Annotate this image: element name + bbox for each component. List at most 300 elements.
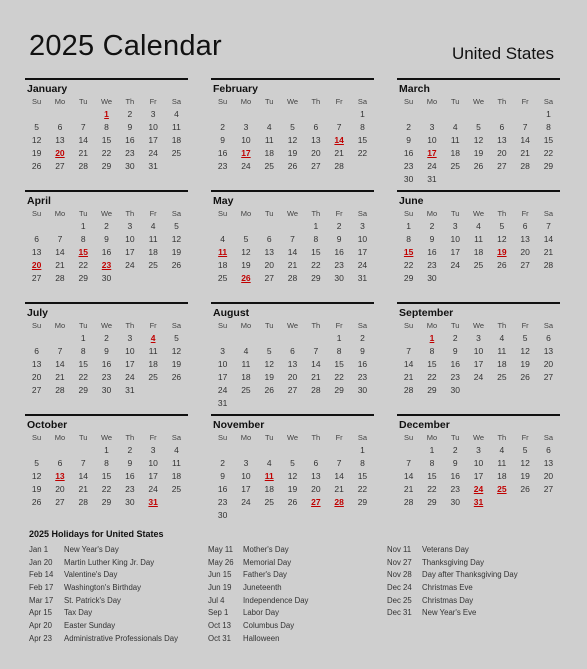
day-cell: 3 [150,109,156,119]
empty-day-cell [48,220,71,233]
holiday-entry [29,595,208,608]
day-cell: 1 [406,221,412,231]
weekday-label: Th [125,209,135,218]
day-cell: 28 [334,161,344,171]
empty-day-cell [281,220,304,233]
weekday-header [25,320,188,332]
day-cell: 6 [313,122,319,132]
week-row [211,259,374,272]
holiday-date: Dec 24 [387,583,412,593]
weekday-label: Mo [54,97,66,106]
day-cell: 3 [360,221,365,231]
week-row [25,457,188,470]
day-cell: 2 [104,333,109,343]
day-cell: 10 [217,359,228,369]
weekday-label: Mo [240,433,252,442]
day-cell: 29 [78,385,88,395]
day-cell: 17 [125,247,135,257]
empty-day-cell [72,444,95,457]
day-cell: 25 [171,484,182,494]
empty-day-cell [304,397,327,410]
day-cell: 29 [357,497,368,507]
day-cell: 14 [311,359,321,369]
day-cell: 13 [311,135,321,145]
holiday-name: Valentine's Day [64,570,118,580]
day-cell: 22 [101,148,112,158]
weekday-label: Mo [426,321,438,330]
day-cell: 8 [104,458,109,468]
day-cell: 30 [101,273,112,283]
weekday-header [211,96,374,108]
day-cell: 22 [357,148,368,158]
holiday-day-cell: 17 [427,148,437,158]
day-cell: 17 [473,471,484,481]
holiday-entry [387,544,566,557]
holiday-date: Oct 13 [208,621,231,631]
day-cell: 27 [543,484,554,494]
week-row [211,134,374,147]
holiday-name: Day after Thanksgiving Day [422,570,518,580]
weekday-label: We [286,97,299,106]
day-cell: 28 [520,161,530,171]
holiday-name: St. Patrick's Day [64,595,121,605]
week-row [211,160,374,173]
day-cell: 21 [311,372,321,382]
day-cell: 6 [499,122,505,132]
week-row [25,121,188,134]
day-cell: 27 [543,372,554,382]
empty-day-cell [490,384,513,397]
day-cell: 5 [266,346,272,356]
empty-day-cell [513,496,536,509]
holiday-day-cell: 31 [473,497,484,507]
day-cell: 19 [31,484,42,494]
weekday-label: Mo [240,209,252,218]
day-cell: 5 [243,234,249,244]
week-row [211,108,374,121]
day-cell: 9 [104,346,109,356]
month-name: July [27,307,49,319]
day-cell: 5 [290,122,295,132]
empty-day-cell [281,332,304,345]
weekday-label: Th [125,97,135,106]
day-cell: 26 [31,161,42,171]
day-cell: 9 [429,234,435,244]
day-cell: 27 [55,497,65,507]
week-row [25,134,188,147]
day-cell: 3 [220,346,226,356]
day-cell: 17 [125,359,135,369]
empty-day-cell [327,509,350,522]
empty-day-cell [420,108,443,121]
day-cell: 26 [473,161,484,171]
weekday-label: Tu [79,209,88,218]
day-cell: 28 [403,497,414,507]
day-cell: 7 [80,122,86,132]
day-cell: 19 [241,260,251,270]
day-cell: 29 [78,273,88,283]
empty-day-cell [211,444,234,457]
day-cell: 11 [497,458,507,468]
week-row [211,397,374,410]
holiday-day-cell: 20 [31,260,42,270]
empty-day-cell [234,444,257,457]
day-cell: 1 [80,333,86,343]
day-cell: 12 [520,458,530,468]
week-row [25,384,188,397]
holiday-date: Dec 31 [387,608,412,618]
day-cell: 24 [217,385,228,395]
day-cell: 27 [55,161,65,171]
empty-day-cell [304,108,327,121]
empty-day-cell [258,397,281,410]
empty-day-cell [211,220,234,233]
day-cell: 1 [104,445,109,455]
empty-day-cell [397,444,420,457]
day-cell: 20 [543,359,554,369]
holiday-day-cell: 15 [78,247,88,257]
holiday-day-cell: 11 [264,471,274,481]
day-cell: 1 [360,109,365,119]
holiday-entry [387,582,566,595]
day-cell: 16 [403,148,414,158]
weekday-label: Mo [54,433,66,442]
day-cell: 6 [266,234,272,244]
holiday-day-cell: 24 [473,484,484,494]
day-cell: 19 [520,471,530,481]
day-cell: 22 [78,260,88,270]
week-row [25,496,188,509]
empty-day-cell [48,332,71,345]
holiday-day-cell: 26 [241,273,251,283]
holiday-entry [29,633,208,646]
day-cell: 5 [476,122,481,132]
month-october [25,414,188,516]
weekday-label: Mo [426,209,438,218]
day-cell: 23 [450,372,460,382]
week-row [397,160,560,173]
weekday-label: Fr [149,97,157,106]
day-cell: 16 [125,135,135,145]
holiday-name: Father's Day [243,570,287,580]
day-cell: 12 [520,346,530,356]
day-cell: 19 [264,372,274,382]
day-cell: 3 [429,122,435,132]
day-cell: 24 [427,161,437,171]
day-cell: 5 [290,458,295,468]
day-cell: 10 [148,458,158,468]
day-cell: 13 [287,359,298,369]
day-cell: 12 [171,234,182,244]
day-cell: 29 [427,385,437,395]
empty-day-cell [118,272,141,285]
day-cell: 4 [174,109,179,119]
day-cell: 25 [148,372,158,382]
day-cell: 29 [334,385,344,395]
day-cell: 19 [287,484,298,494]
day-cell: 22 [427,372,437,382]
day-cell: 13 [31,247,42,257]
day-cell: 27 [264,273,274,283]
weekday-label: Mo [54,321,66,330]
day-cell: 14 [520,135,530,145]
empty-day-cell [351,509,374,522]
day-cell: 19 [171,359,182,369]
week-row [397,134,560,147]
week-row [25,233,188,246]
holiday-day-cell: 19 [497,247,507,257]
day-cell: 16 [450,359,460,369]
day-cell: 26 [31,497,42,507]
day-cell: 3 [150,445,156,455]
weekday-header [25,96,188,108]
day-cell: 14 [543,234,554,244]
month-name: February [213,83,258,95]
month-name: March [399,83,430,95]
month-name: April [27,195,51,207]
month-june [397,190,560,292]
holiday-date: Apr 23 [29,633,52,643]
day-cell: 28 [55,385,65,395]
week-row [397,384,560,397]
weekday-label: Th [311,433,321,442]
weekday-label: Sa [543,433,554,442]
day-cell: 7 [406,458,412,468]
holiday-date: Jul 4 [208,595,225,605]
week-row [211,470,374,483]
day-cell: 6 [546,445,551,455]
day-cell: 30 [334,273,344,283]
week-row [397,233,560,246]
day-cell: 16 [357,359,368,369]
day-cell: 15 [334,359,344,369]
weekday-label: We [286,433,299,442]
weekday-label: Th [497,321,507,330]
day-cell: 25 [450,161,460,171]
weekday-label: Sa [171,97,182,106]
page-title: 2025 Calendar [29,30,222,62]
weekday-label: Mo [240,97,252,106]
day-cell: 15 [357,135,368,145]
day-cell: 17 [217,372,228,382]
holiday-day-cell: 28 [334,497,344,507]
day-cell: 14 [78,135,88,145]
day-cell: 28 [403,385,414,395]
weekday-label: Fr [521,321,529,330]
empty-day-cell [72,108,95,121]
holiday-date: Nov 11 [387,545,412,554]
weekday-label: Fr [335,433,343,442]
weekday-label: Tu [265,97,274,106]
week-row [211,384,374,397]
day-cell: 10 [125,346,135,356]
day-cell: 23 [334,260,344,270]
day-cell: 8 [429,346,435,356]
day-cell: 3 [127,221,133,231]
weekday-label: Th [497,209,507,218]
holiday-day-cell: 27 [311,497,321,507]
weekday-label: Th [497,97,507,106]
month-name: June [399,195,424,207]
day-cell: 13 [543,346,554,356]
week-row [397,332,560,345]
weekday-label: Su [404,209,414,218]
week-row [211,509,374,522]
holiday-day-cell: 17 [241,148,251,158]
day-cell: 11 [148,346,158,356]
day-cell: 8 [429,458,435,468]
month-september [397,302,560,404]
day-cell: 7 [313,346,319,356]
empty-day-cell [281,444,304,457]
day-cell: 17 [148,135,158,145]
month-name: October [27,419,68,431]
empty-day-cell [537,173,560,186]
holiday-day-cell: 31 [148,497,158,507]
weekday-label: Th [311,209,321,218]
day-cell: 15 [357,471,368,481]
holiday-entry [29,557,208,570]
weekday-header [211,208,374,220]
day-cell: 8 [104,122,109,132]
weekday-label: Tu [451,97,460,106]
day-cell: 19 [31,148,42,158]
day-cell: 22 [78,372,88,382]
day-cell: 12 [473,135,484,145]
day-cell: 14 [403,359,414,369]
day-cell: 2 [452,445,458,455]
day-cell: 6 [57,458,63,468]
day-cell: 4 [499,445,505,455]
day-cell: 13 [497,135,507,145]
week-row [397,470,560,483]
country-label: United States [451,44,554,63]
day-cell: 19 [171,247,182,257]
weekday-label: We [472,321,485,330]
day-cell: 31 [148,161,158,171]
day-cell: 29 [543,161,554,171]
day-cell: 18 [473,247,484,257]
holiday-name: Easter Sunday [64,621,116,631]
holiday-name: Martin Luther King Jr. Day [64,557,155,567]
weekday-label: Th [497,433,507,442]
day-cell: 4 [150,221,156,231]
day-cell: 13 [520,234,530,244]
holiday-name: Independence Day [243,595,309,605]
holiday-name: Mother's Day [243,545,289,554]
week-row [25,147,188,160]
day-cell: 23 [403,161,414,171]
holiday-entry [29,620,208,633]
day-cell: 22 [311,260,321,270]
day-cell: 14 [287,247,298,257]
day-cell: 8 [406,234,412,244]
weekday-label: Tu [265,433,274,442]
day-cell: 26 [287,497,298,507]
day-cell: 15 [427,359,437,369]
day-cell: 3 [127,333,133,343]
weekday-header [25,432,188,444]
day-cell: 1 [360,445,365,455]
day-cell: 20 [497,148,507,158]
day-cell: 11 [172,458,181,468]
day-cell: 30 [427,273,437,283]
day-cell: 24 [148,484,158,494]
empty-day-cell [444,108,467,121]
day-cell: 27 [311,161,321,171]
day-cell: 21 [403,372,414,382]
week-row [397,173,560,186]
day-cell: 18 [497,359,507,369]
weekday-label: Fr [149,209,157,218]
empty-day-cell [25,220,48,233]
day-cell: 13 [311,471,321,481]
day-cell: 22 [334,372,344,382]
day-cell: 27 [31,273,42,283]
day-cell: 4 [266,122,272,132]
weekday-header [397,432,560,444]
month-august [211,302,374,408]
week-row [211,483,374,496]
week-row [211,444,374,457]
holiday-name: New Year's Eve [422,608,477,618]
day-cell: 16 [217,484,228,494]
holiday-date: Jan 1 [29,545,49,554]
weekday-label: Fr [149,433,157,442]
weekday-header [211,432,374,444]
day-cell: 24 [125,260,135,270]
weekday-label: Th [125,433,135,442]
holiday-entry [208,595,387,608]
day-cell: 4 [476,221,481,231]
weekday-label: We [472,433,485,442]
empty-day-cell [490,496,513,509]
day-cell: 26 [520,484,530,494]
day-cell: 5 [499,221,505,231]
weekday-label: Mo [54,209,66,218]
day-cell: 25 [497,372,507,382]
week-row [397,108,560,121]
week-row [25,108,188,121]
day-cell: 6 [290,346,295,356]
day-cell: 7 [406,346,412,356]
day-cell: 31 [427,174,437,184]
day-cell: 5 [34,458,40,468]
day-cell: 28 [311,385,321,395]
holiday-day-cell: 1 [429,333,435,343]
day-cell: 10 [473,346,484,356]
weekday-label: Fr [521,97,529,106]
month-grid [25,78,560,520]
day-cell: 19 [520,359,530,369]
day-cell: 23 [101,372,112,382]
day-cell: 30 [101,385,112,395]
month-march [397,78,560,184]
day-cell: 30 [125,161,135,171]
empty-day-cell [397,108,420,121]
week-row [25,470,188,483]
weekday-label: Th [125,321,135,330]
day-cell: 4 [243,346,249,356]
day-cell: 5 [174,333,179,343]
holiday-name: Halloween [243,633,280,643]
weekday-label: Tu [79,433,88,442]
empty-day-cell [165,384,188,397]
day-cell: 21 [287,260,298,270]
day-cell: 30 [450,385,460,395]
day-cell: 10 [450,234,460,244]
weekday-label: Fr [521,209,529,218]
